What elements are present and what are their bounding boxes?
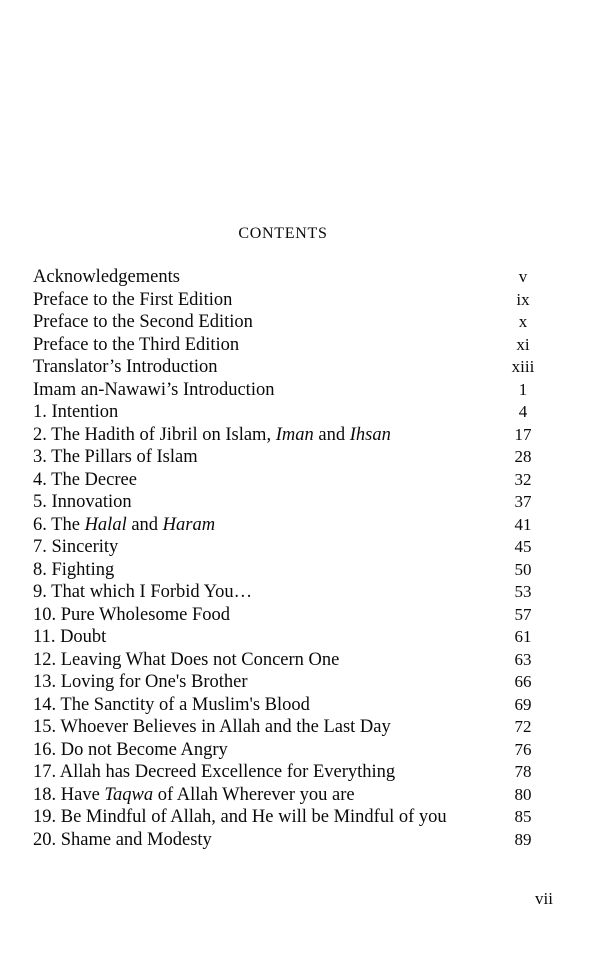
toc-entry-label: 7. Sincerity xyxy=(33,537,119,557)
toc-entry-label: 12. Leaving What Does not Concern One xyxy=(33,649,340,670)
toc-entry-label: 4. The Decree xyxy=(33,469,137,490)
toc-entry-label: 13. Loving for One's Brother xyxy=(33,672,248,692)
toc-entry-page-number: 4 xyxy=(518,402,528,421)
toc-entry-page-number: 37 xyxy=(514,492,532,511)
toc-entry-label: 15. Whoever Believes in Allah and the Last Day xyxy=(33,717,391,737)
toc-entry[interactable] xyxy=(33,536,543,559)
toc-entry-page-number: xi xyxy=(516,334,530,354)
toc-entry-label: 6. The Halal and Haram xyxy=(33,514,216,535)
toc-entry-page-number: v xyxy=(518,267,528,286)
toc-entry[interactable] xyxy=(33,761,543,784)
toc-entry-page-number: 1 xyxy=(518,379,528,399)
toc-entry-page-number: 17 xyxy=(514,424,532,444)
toc-entry[interactable] xyxy=(33,401,543,424)
toc-entry-label: 9. That which I Forbid You… xyxy=(33,582,253,602)
toc-entry-label: 10. Pure Wholesome Food xyxy=(33,604,230,625)
toc-entry[interactable] xyxy=(33,469,543,492)
toc-entry[interactable] xyxy=(33,716,543,739)
toc-entry-page-number: 61 xyxy=(514,627,532,646)
toc-entry-page-number: 85 xyxy=(514,807,532,826)
toc-entry-label: Translator’s Introduction xyxy=(33,357,218,377)
toc-entry-label: 16. Do not Become Angry xyxy=(33,739,228,760)
toc-entry-page-number: 50 xyxy=(514,559,532,579)
toc-entry[interactable] xyxy=(33,784,543,807)
toc-entry-page-number: 41 xyxy=(514,514,532,534)
toc-entry[interactable] xyxy=(33,626,543,649)
toc-entry-label: Preface to the First Edition xyxy=(33,289,233,310)
toc-entry[interactable] xyxy=(33,829,543,852)
toc-entry-page-number: ix xyxy=(516,289,530,309)
toc-entry[interactable] xyxy=(33,334,543,357)
toc-entry-page-number: 66 xyxy=(514,672,532,691)
toc-entry[interactable] xyxy=(33,739,543,762)
toc-entry[interactable] xyxy=(33,311,543,334)
toc-entry-label: 2. The Hadith of Jibril on Islam, Iman and Ihsan xyxy=(33,424,391,445)
toc-entry[interactable] xyxy=(33,491,543,514)
toc-entry[interactable] xyxy=(33,806,543,829)
toc-entry-page-number: 80 xyxy=(514,784,532,804)
toc-entry-label: Acknowledgements xyxy=(33,267,180,287)
toc-entry[interactable] xyxy=(33,446,543,469)
toc-entry[interactable] xyxy=(33,559,543,582)
page-title: contents xyxy=(238,218,328,243)
toc-entry-label: 11. Doubt xyxy=(33,627,107,647)
toc-entry[interactable] xyxy=(33,424,543,447)
toc-entry-page-number: 89 xyxy=(514,829,532,849)
page-folio-number: vii xyxy=(535,889,553,908)
toc-entry-label: Preface to the Third Edition xyxy=(33,334,240,355)
toc-entry[interactable] xyxy=(33,649,543,672)
toc-entry-label: 5. Innovation xyxy=(33,492,132,512)
toc-entry-page-number: 69 xyxy=(514,694,532,714)
toc-entry-page-number: 72 xyxy=(514,717,532,736)
toc-entry[interactable] xyxy=(33,694,543,717)
toc-entry-page-number: x xyxy=(518,312,528,331)
toc-entry-page-number: 45 xyxy=(514,537,532,556)
toc-entry-page-number: 57 xyxy=(514,604,532,624)
toc-entry-label: Imam an-Nawawi’s Introduction xyxy=(33,379,275,400)
toc-entry[interactable] xyxy=(33,379,543,402)
toc-entry-label: 1. Intention xyxy=(33,402,119,422)
toc-entry-page-number: 78 xyxy=(514,762,532,781)
toc-entry-label: Preface to the Second Edition xyxy=(33,312,253,332)
table-of-contents-list xyxy=(33,266,543,851)
toc-entry-label: 19. Be Mindful of Allah, and He will be Mindful of you xyxy=(33,807,447,827)
toc-entry-label: 8. Fighting xyxy=(33,559,115,580)
toc-entry-page-number: 53 xyxy=(514,582,532,601)
toc-entry-label: 18. Have Taqwa of Allah Wherever you are xyxy=(33,784,355,805)
toc-entry[interactable] xyxy=(33,289,543,312)
toc-entry[interactable] xyxy=(33,356,543,379)
toc-entry-label: 20. Shame and Modesty xyxy=(33,829,212,850)
toc-entry-label: 14. The Sanctity of a Muslim's Blood xyxy=(33,694,310,715)
toc-entry[interactable] xyxy=(33,514,543,537)
toc-entry-page-number: 32 xyxy=(514,469,532,489)
toc-entry-page-number: 76 xyxy=(514,739,532,759)
toc-entry-label: 3. The Pillars of Islam xyxy=(33,447,198,467)
toc-entry[interactable] xyxy=(33,671,543,694)
toc-entry-page-number: 28 xyxy=(514,447,532,466)
toc-entry-label: 17. Allah has Decreed Excellence for Everything xyxy=(33,762,396,782)
toc-entry[interactable] xyxy=(33,581,543,604)
toc-entry[interactable] xyxy=(33,266,543,289)
toc-entry-page-number: xiii xyxy=(511,357,535,376)
toc-entry-page-number: 63 xyxy=(514,649,532,669)
toc-entry[interactable] xyxy=(33,604,543,627)
